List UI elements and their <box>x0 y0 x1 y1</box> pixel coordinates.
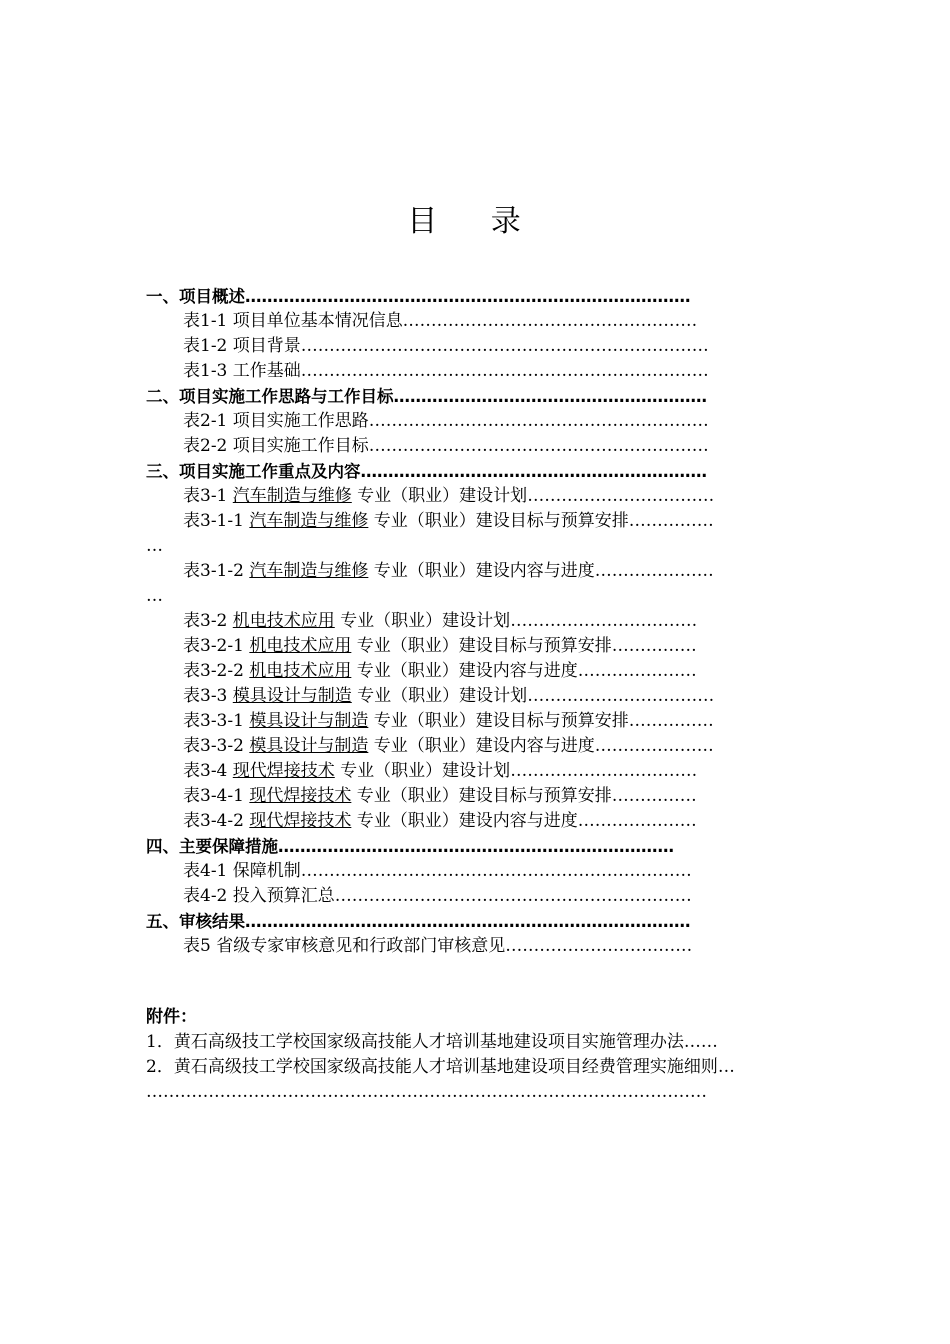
toc-entry <box>146 534 806 559</box>
toc-entry <box>146 309 806 334</box>
toc-entry <box>146 434 806 459</box>
toc-entry-label: 二、项目实施工作思路与工作目标 <box>146 387 394 406</box>
toc-leader-dots: … <box>146 536 163 556</box>
toc-leader-dots: ………………… <box>577 661 697 681</box>
toc-entry-label: 专业（职业）建设目标与预算安排 <box>368 511 629 531</box>
toc-entry-label: 表2-1 项目实施工作思路 <box>183 411 369 431</box>
toc-leader-dots: ……………………………………………………… <box>360 462 707 481</box>
toc-entry-major: 现代焊接技术 <box>232 761 335 781</box>
table-of-contents <box>146 284 806 959</box>
toc-leader-dots: ………………… <box>594 561 714 581</box>
toc-entry-major: 机电技术应用 <box>232 611 335 631</box>
toc-leader-dots: …………… <box>611 636 697 656</box>
toc-leader-dots: ……………………………………………………… <box>334 886 692 906</box>
toc-entry-number: 表3-4-1 <box>183 786 250 806</box>
toc-leader-dots: ………………… <box>594 736 714 756</box>
toc-leader-dots: …………………………………………………… <box>368 411 709 431</box>
toc-entry <box>146 509 806 534</box>
attachment-leader-dots: … <box>717 1057 735 1077</box>
toc-entry-label: 表4-2 投入预算汇总 <box>183 886 335 906</box>
toc-leader-dots: …………………………… <box>510 761 698 781</box>
toc-entry <box>146 684 806 709</box>
toc-leader-dots: ……………………………………………………………… <box>278 837 674 856</box>
toc-leader-dots: ……………………………………………………………… <box>300 336 709 356</box>
toc-entry-label: 专业（职业）建设目标与预算安排 <box>368 711 629 731</box>
toc-leader-dots: …………………………………………… <box>408 311 698 331</box>
toc-leader-dots: …………………………………………………………… <box>300 861 692 881</box>
toc-entry-label: 专业（职业）建设计划 <box>334 611 511 631</box>
toc-entry-label: 专业（职业）建设目标与预算安排 <box>351 636 612 656</box>
toc-entry <box>146 359 806 384</box>
attachment-item <box>146 1080 816 1105</box>
toc-entry-label: 五、审核结果 <box>146 912 245 931</box>
toc-section <box>146 909 806 934</box>
toc-leader-dots: ………………… <box>577 811 697 831</box>
toc-entry-label: 专业（职业）建设内容与进度 <box>368 561 595 581</box>
toc-entry <box>146 409 806 434</box>
attachment-item <box>146 1030 816 1055</box>
toc-entry <box>146 659 806 684</box>
toc-entry <box>146 634 806 659</box>
attachments-heading: 附件： <box>146 1007 197 1027</box>
toc-entry-major: 现代焊接技术 <box>249 786 352 806</box>
toc-leader-dots: ……………………………………………………………………… <box>245 287 691 306</box>
toc-entry-major: 模具设计与制造 <box>249 711 369 731</box>
toc-section <box>146 459 806 484</box>
toc-entry-label: 专业（职业）建设内容与进度 <box>351 811 578 831</box>
toc-entry-major: 汽车制造与维修 <box>232 486 352 506</box>
toc-entry-label: 表1-1 项目单位基本情况信息. <box>183 311 409 331</box>
toc-entry <box>146 709 806 734</box>
toc-entry-number: 表3-4 <box>183 761 233 781</box>
toc-leader-dots: …………… <box>611 786 697 806</box>
toc-entry-label: 表4-1 保障机制 <box>183 861 301 881</box>
toc-entry-label: 表1-2 项目背景 <box>183 336 301 356</box>
toc-entry-label: 专业（职业）建设计划 <box>351 486 528 506</box>
toc-entry <box>146 934 806 959</box>
toc-entry-major: 模具设计与制造 <box>232 686 352 706</box>
toc-entry <box>146 809 806 834</box>
toc-entry <box>146 609 806 634</box>
attachment-leader-dots: ……………………………………………………………………………………… <box>146 1082 707 1102</box>
toc-entry-major: 机电技术应用 <box>249 661 352 681</box>
toc-leader-dots: ………………………………………………… <box>393 387 707 406</box>
toc-entry <box>146 759 806 784</box>
toc-entry-number: 表3-3-1 <box>183 711 250 731</box>
toc-entry <box>146 859 806 884</box>
attachments-section <box>146 1005 816 1105</box>
toc-leader-dots: …………………………… <box>510 611 698 631</box>
toc-entry-label: 一、项目概述 <box>146 287 245 306</box>
toc-section <box>146 384 806 409</box>
toc-entry-label: 专业（职业）建设内容与进度 <box>351 661 578 681</box>
toc-entry <box>146 334 806 359</box>
toc-entry-label: 专业（职业）建设内容与进度 <box>368 736 595 756</box>
toc-entry-label: 表2-2 项目实施工作目标 <box>183 436 369 456</box>
toc-entry-number: 表3-4-2 <box>183 811 250 831</box>
toc-leader-dots: …………………………… <box>505 936 693 956</box>
toc-entry-number: 表3-1-1 <box>183 511 250 531</box>
toc-leader-dots: …………… <box>628 711 714 731</box>
toc-leader-dots: …………………………… <box>527 686 715 706</box>
attachment-item <box>146 1055 816 1080</box>
toc-section <box>146 284 806 309</box>
toc-entry-label: 表1-3 工作基础 <box>183 361 301 381</box>
toc-leader-dots: …………… <box>628 511 714 531</box>
attachment-label: 2．黄石高级技工学校国家级高技能人才培训基地建设项目经费管理实施细则 <box>146 1057 718 1077</box>
toc-entry-label: 四、主要保障措施 <box>146 837 278 856</box>
toc-entry-label: 表5 省级专家审核意见和行政部门审核意见 <box>183 936 506 956</box>
toc-entry-label: 三、项目实施工作重点及内容 <box>146 462 361 481</box>
attachment-leader-dots: …… <box>683 1032 718 1052</box>
toc-entry-major: 现代焊接技术 <box>249 811 352 831</box>
toc-entry <box>146 734 806 759</box>
toc-entry <box>146 484 806 509</box>
toc-entry-label: 专业（职业）建设计划 <box>334 761 511 781</box>
toc-entry-major: 汽车制造与维修 <box>249 561 369 581</box>
toc-leader-dots: …………………………………………………… <box>368 436 709 456</box>
page-title: 目 录 <box>407 204 543 239</box>
toc-entry <box>146 584 806 609</box>
toc-entry <box>146 559 806 584</box>
toc-entry <box>146 884 806 909</box>
toc-entry-number: 表3-3 <box>183 686 233 706</box>
toc-entry-major: 汽车制造与维修 <box>249 511 369 531</box>
toc-leader-dots: …………………………… <box>527 486 715 506</box>
toc-entry-number: 表3-3-2 <box>183 736 250 756</box>
toc-entry <box>146 784 806 809</box>
toc-leader-dots: ……………………………………………………………………… <box>245 912 691 931</box>
toc-entry-label: 专业（职业）建设目标与预算安排 <box>351 786 612 806</box>
toc-entry-number: 表3-2 <box>183 611 233 631</box>
toc-section <box>146 834 806 859</box>
toc-entry-number: 表3-1 <box>183 486 233 506</box>
toc-entry-label: 专业（职业）建设计划 <box>351 686 528 706</box>
toc-entry-major: 机电技术应用 <box>249 636 352 656</box>
toc-entry-number: 表3-2-2 <box>183 661 250 681</box>
attachment-label: 1．黄石高级技工学校国家级高技能人才培训基地建设项目实施管理办法 <box>146 1032 684 1052</box>
toc-entry-number: 表3-1-2 <box>183 561 250 581</box>
toc-entry-major: 模具设计与制造 <box>249 736 369 756</box>
toc-leader-dots: … <box>146 586 163 606</box>
toc-entry-number: 表3-2-1 <box>183 636 250 656</box>
toc-leader-dots: ……………………………………………………………… <box>300 361 709 381</box>
